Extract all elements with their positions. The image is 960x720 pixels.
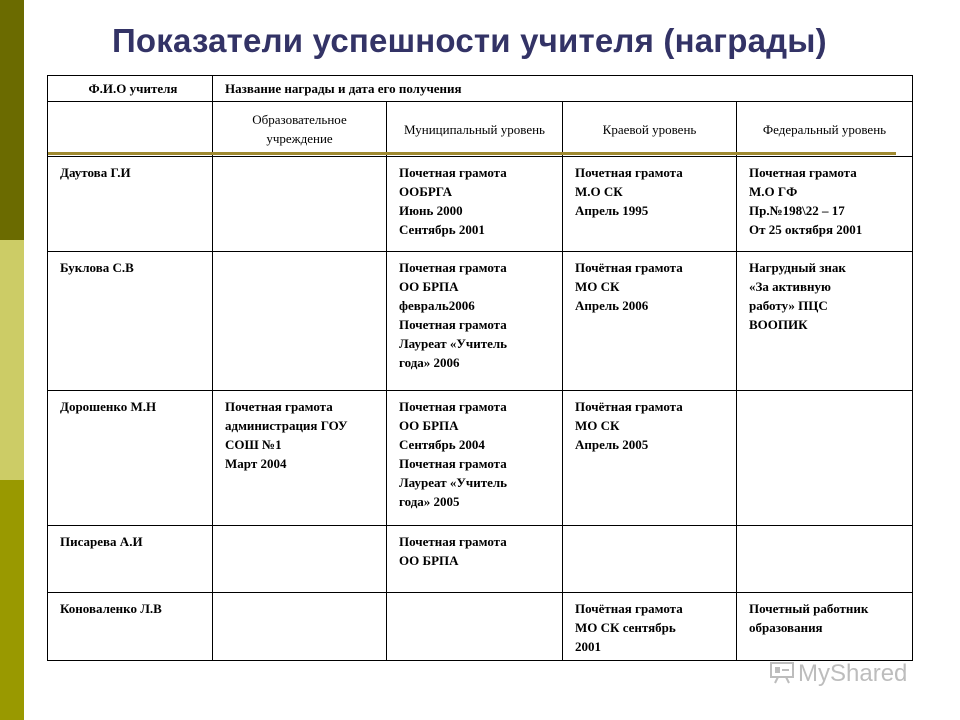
award-line: СОШ №1 [225,437,282,452]
award-cell-municipal [387,252,563,391]
teacher-name: Писарева А.И [48,526,213,593]
award-cell-federal [737,593,913,661]
award-line: Апрель 2006 [575,298,649,313]
award-line: Почетная грамота [749,165,857,180]
award-line: Почетная грамота [225,399,333,414]
award-line: года» 2006 [399,355,460,370]
award-line: Почетная грамота [575,165,683,180]
award-line: Почетный работник [749,601,869,616]
award-cell-federal [737,252,913,391]
header-divider-line [48,152,896,155]
award-line: От 25 октября 2001 [749,222,863,237]
table-row [48,391,913,526]
table-row [48,593,913,661]
header-row-main [48,76,913,102]
award-line: Сентябрь 2004 [399,437,485,452]
award-line: ОО БРПА [399,553,459,568]
award-line: ВООПИК [749,317,808,332]
award-line: Почётная грамота [575,260,683,275]
award-line: Почетная грамота [399,399,507,414]
watermark [770,660,907,688]
award-line: М.О ГФ [749,184,798,199]
award-line: ОО БРПА [399,418,459,433]
award-cell-federal [737,157,913,252]
teacher-name: Даутова Г.И [48,157,213,252]
award-line: Сентябрь 2001 [399,222,485,237]
teacher-name: Дорошенко М.Н [48,391,213,526]
award-cell-municipal [387,391,563,526]
presentation-icon [770,662,794,684]
award-cell-school [213,252,387,391]
award-cell-municipal [387,593,563,661]
award-line: Апрель 1995 [575,203,649,218]
award-cell-school [213,157,387,252]
award-line: февраль2006 [399,298,475,313]
award-line: ОО БРПА [399,279,459,294]
header-level-school: Образовательное учреждение [213,102,387,157]
award-cell-school [213,526,387,593]
award-line: 2001 [575,639,601,654]
award-line: Пр.№198\22 – 17 [749,203,845,218]
award-line: Почетная грамота [399,317,507,332]
header-level-regional: Краевой уровень [563,102,737,157]
award-cell-federal [737,391,913,526]
header-fio: Ф.И.О учителя [48,76,213,102]
awards-table [47,75,913,661]
award-line: Почетная грамота [399,165,507,180]
table-row [48,157,913,252]
award-cell-school [213,593,387,661]
award-cell-regional [563,391,737,526]
award-line: Почетная грамота [399,534,507,549]
award-line: МО СК [575,418,620,433]
table-row [48,526,913,593]
header-award: Название награды и дата его получения [213,76,913,102]
award-line: «За активную [749,279,831,294]
award-cell-municipal [387,526,563,593]
award-line: года» 2005 [399,494,460,509]
award-line: Почётная грамота [575,399,683,414]
award-cell-municipal [387,157,563,252]
award-line: Лауреат «Учитель [399,336,508,351]
table-row [48,252,913,391]
slide-title: Показатели успешности учителя (награды) [112,22,827,59]
award-cell-regional [563,526,737,593]
award-line: Почетная грамота [399,260,507,275]
header-row-levels [48,102,913,157]
sidebar-stripe-bottom [0,480,24,720]
award-line: Лауреат «Учитель [399,475,508,490]
award-cell-regional [563,157,737,252]
header-blank [48,102,213,157]
award-cell-regional [563,593,737,661]
award-line: М.О СК [575,184,623,199]
award-line: МО СК [575,279,620,294]
award-line: Почётная грамота [575,601,683,616]
award-line: образования [749,620,823,635]
award-line: Нагрудный знак [749,260,846,275]
sidebar-stripe-middle [0,240,24,480]
award-line: Март 2004 [225,456,287,471]
watermark-text: MyShared [798,660,908,687]
award-line: Июнь 2000 [399,203,463,218]
header-level-municipal: Муниципальный уровень [387,102,563,157]
award-line: администрация ГОУ [225,418,348,433]
award-cell-regional [563,252,737,391]
award-line: Почетная грамота [399,456,507,471]
award-cell-school [213,391,387,526]
award-cell-federal [737,526,913,593]
award-line: работу» ПЦС [749,298,828,313]
teacher-name: Коноваленко Л.В [48,593,213,661]
award-line: ООБРГА [399,184,453,199]
teacher-name: Буклова С.В [48,252,213,391]
award-line: МО СК сентябрь [575,620,676,635]
sidebar-stripe-top [0,0,24,240]
header-level-federal: Федеральный уровень [737,102,913,157]
award-line: Апрель 2005 [575,437,649,452]
